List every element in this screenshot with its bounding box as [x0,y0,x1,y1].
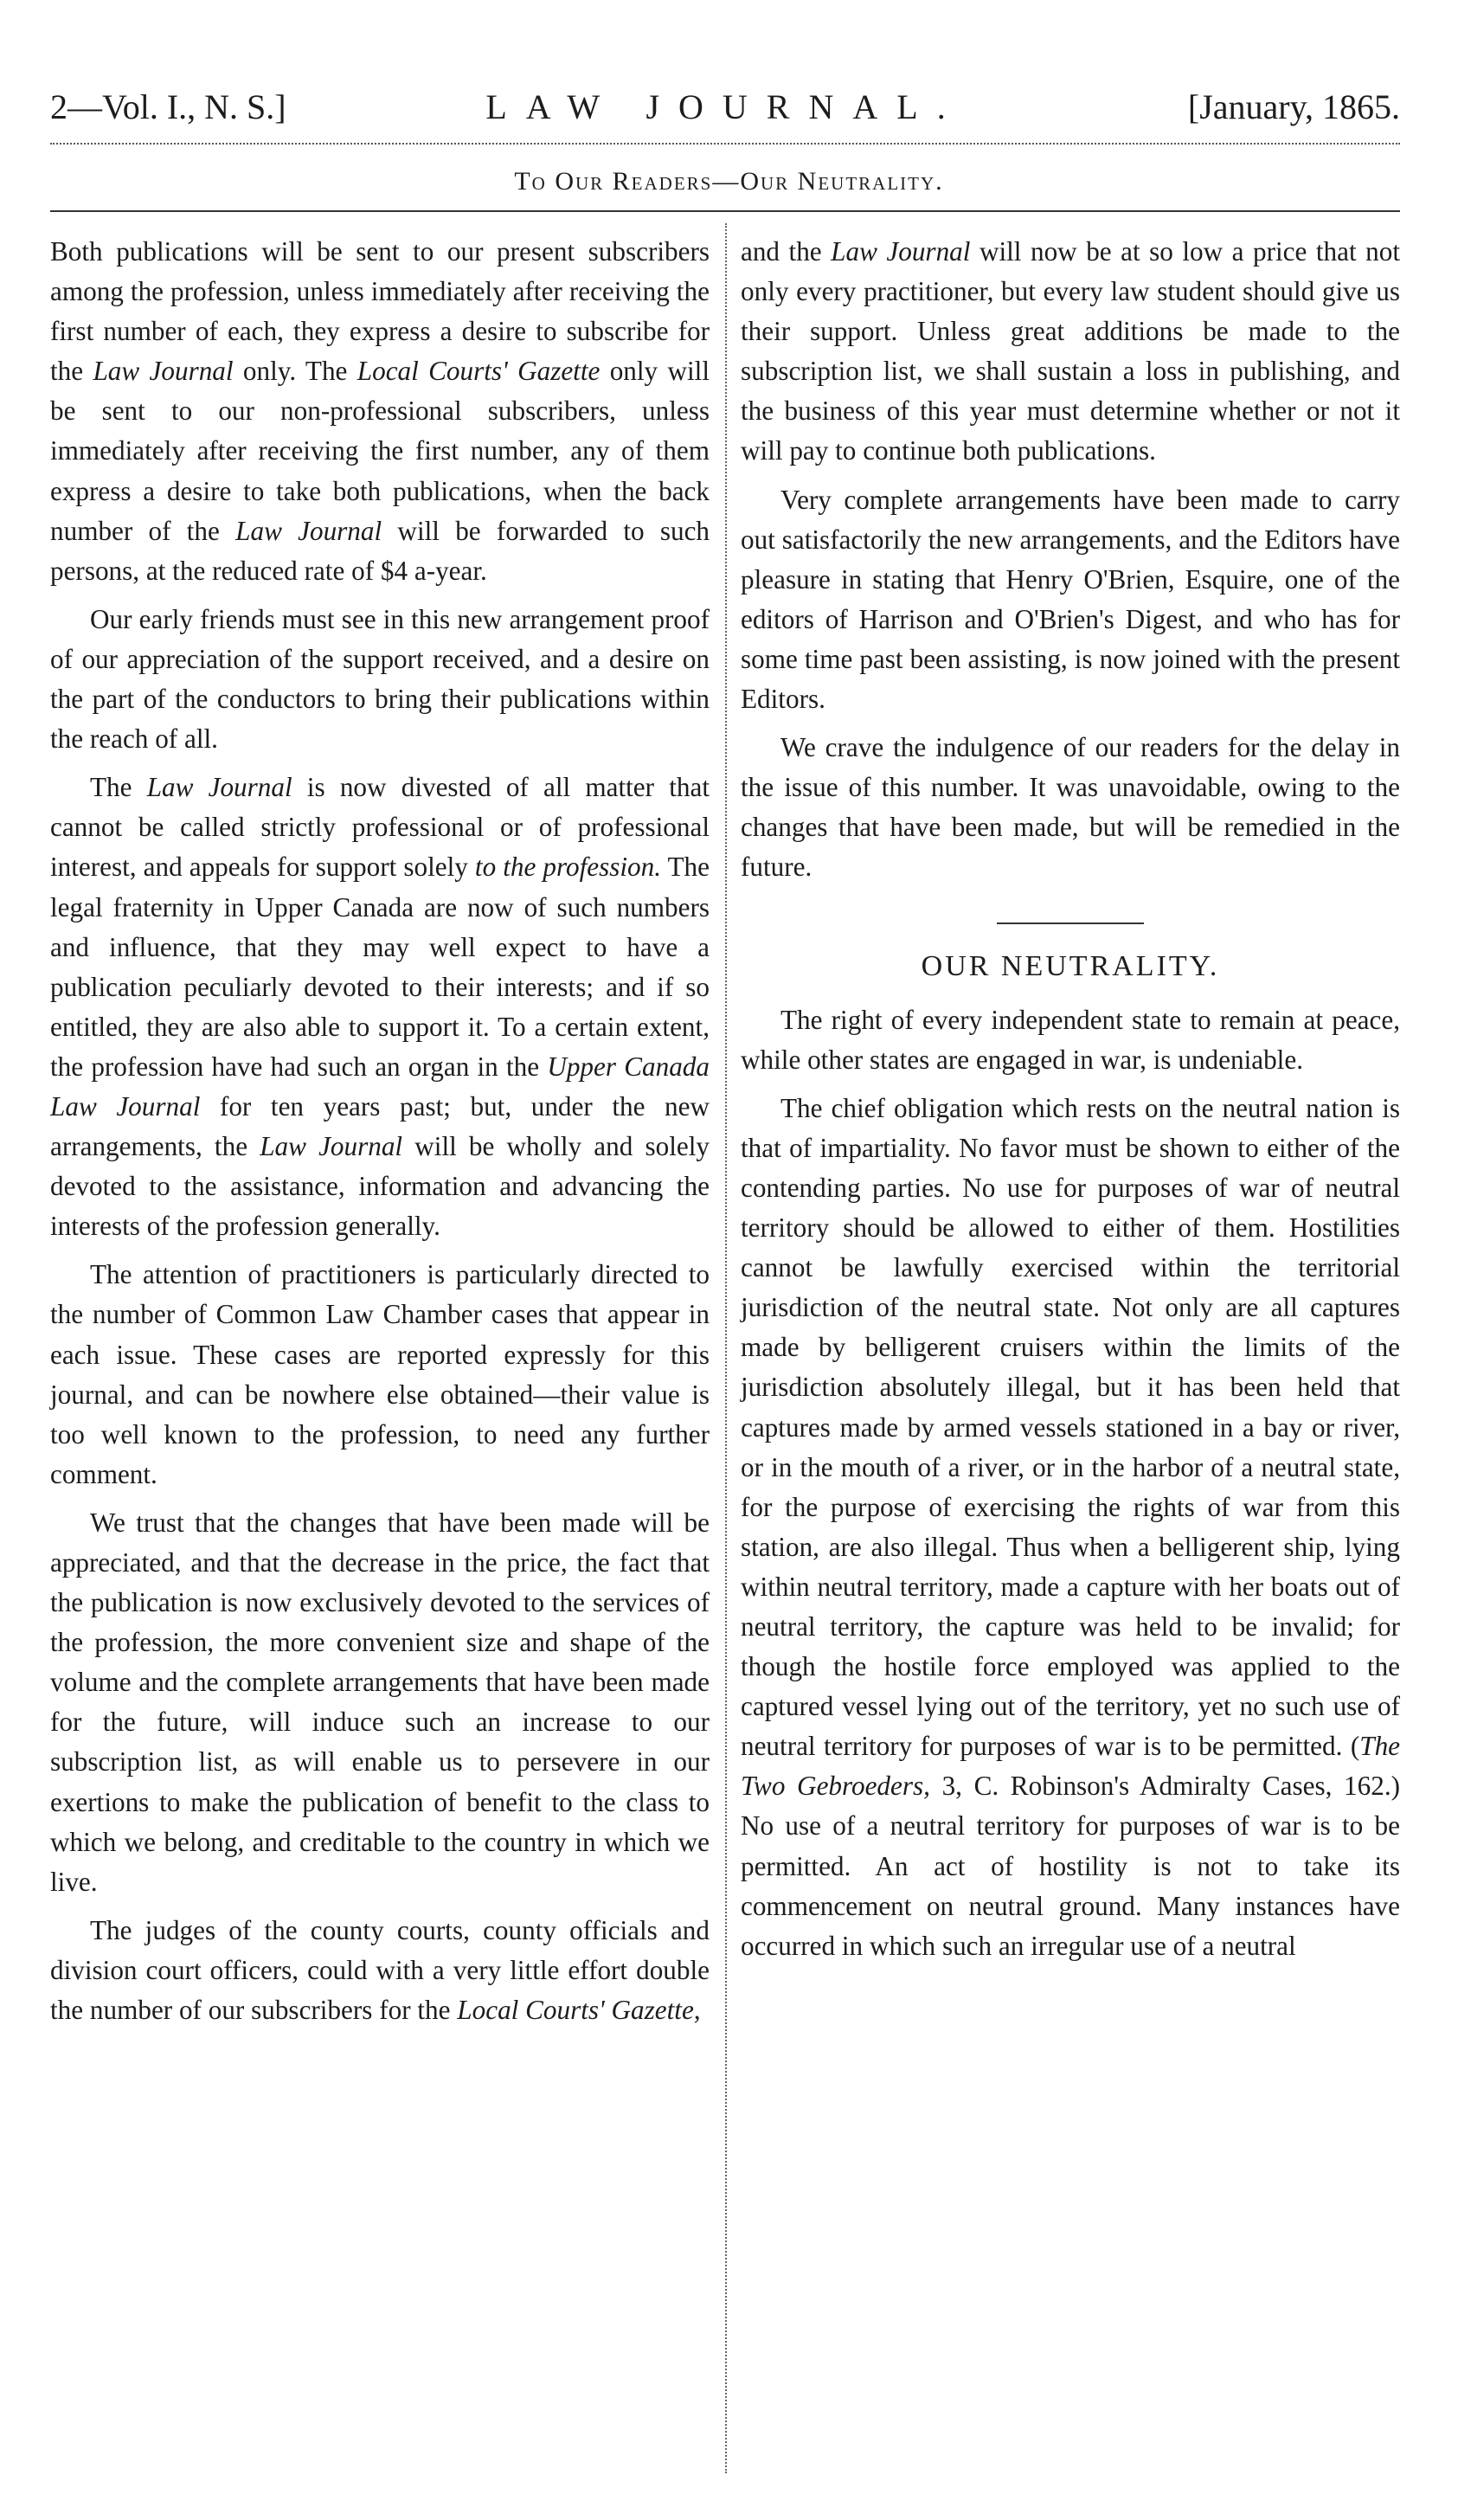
paragraph: The Law Journal is now divested of all matter that cannot be called strictly professional or of professional interest, and appeals for support solely to the profession. The legal fraternity in Upper Canada are now of such numbers and influence, that they may well expect to have a publication peculiarly devoted to their interests; and if so entitled, they are also able to support it. To a certain extent, the profession have had such an organ in the Upper Canada Law Journal for ten years past; but, under the new arrangements, the Law Journal will be wholly and solely devoted to the assistance, information and advancing the interests of the profession generally. [50,772,710,1242]
paragraph: Our early friends must see in this new arrangement proof of our appreciation of the support received, and a desire on the part of the conductors to bring their publications within the reach of all. [50,603,710,755]
section-rule [997,922,1144,924]
top-rule [50,210,1400,212]
section-title: OUR NEUTRALITY. [921,949,1220,982]
header-rule [50,143,1400,145]
running-header [50,87,1400,138]
right-column [741,232,1400,1975]
paragraph: The chief obligation which rests on the neutral nation is that of impartiality. No favor must be shown to either of the contending parties. No use for purposes of war of neutral territory should be allowed to either of them. Hostilities cannot be lawfully exercised within the territorial jurisdiction of the neutral state. Not only are all captures made by belligerent cruisers within the limits of the jurisdiction absolutely illegal, but it has been held that captures made by armed vessels stationed in a bay or river, or in the mouth of a river, or in the harbor of a neutral state, for the purpose of exercising the rights of war from this station, are also illegal. Thus when a belligerent ship, lying within neutral territory, made a capture with her boats out of neutral territory, the capture was held to be invalid; for though the hostile force employed was applied to the captured vessel lying out of the territory, yet no such use of neutral territory for purposes of war is to be permitted. (The Two Gebroeders, 3, C. Robinson's Admiralty Cases, 162.) No use of a neutral territory for purposes of war is to be permitted. An act of hostility is not to take its commencement on neutral ground. Many instances have occurred in which such an irregular use of a neutral [741,1092,1400,1961]
page-subtitle: To Our Readers—Our Neutrality. [514,167,944,196]
paragraph: and the Law Journal will now be at so low a price that not only every practitioner, but every law student should give us their support. Unless great additions be made to the subscription list, we shall sustain a loss in publishing, and the business of this year must determine whether or not it will pay to continue both publications. [741,236,1400,466]
journal-title: LAW JOURNAL. [485,87,965,126]
volume-info: 2—Vol. I., N. S.] [50,87,286,126]
paragraph: Very complete arrangements have been made to carry out satisfactorily the new arrangements, and the Editors have pleasure in stating that Henry O'Brien, Esquire, one of the editors of Harrison and O'Brien's Digest, and who has for some time past been assisting, is now joined with the present Editors. [741,484,1400,715]
paragraph: The right of every independent state to remain at peace, while other states are engaged in war, is undeniable. [741,1004,1400,1075]
paragraph: Both publications will be sent to our present subscribers among the profession, unless immediately after receiving the first number of each, they express a desire to subscribe for the Law Journal only. The Local Courts' Gazette only will be sent to our non-professional subscribers, unless immediately after receiving the first number, any of them express a desire to take both publications, when the back number of the Law Journal will be forwarded to such persons, at the reduced rate of $4 a-year. [50,236,710,586]
paragraph: We crave the indulgence of our readers for the delay in the issue of this number. It was unavoidable, owing to the changes that have been made, but will be remedied in the future. [741,732,1400,883]
paragraph: The attention of practitioners is particularly directed to the number of Common Law Chamber cases that appear in each issue. These cases are reported expressly for this journal, and can be nowhere else obtained—their value is too well known to the profession, to need any further comment. [50,1259,710,1489]
left-column [50,232,710,2039]
paragraph: We trust that the changes that have been made will be appreciated, and that the decrease in the price, the fact that the publication is now exclusively devoted to the services of the profession, the more convenient size and shape of the volume and the complete arrangements that have been made for the future, will induce such an increase to our subscription list, as will enable us to persevere in our exertions to make the publication of benefit to the class to which we belong, and creditable to the country in which we live. [50,1507,710,1897]
paragraph: The judges of the county courts, county officials and division court officers, could with a very little effort double the number of our subscribers for the Local Courts' Gazette, [50,1914,710,2026]
column-divider [725,223,727,2473]
issue-date: [January, 1865. [1187,87,1400,126]
